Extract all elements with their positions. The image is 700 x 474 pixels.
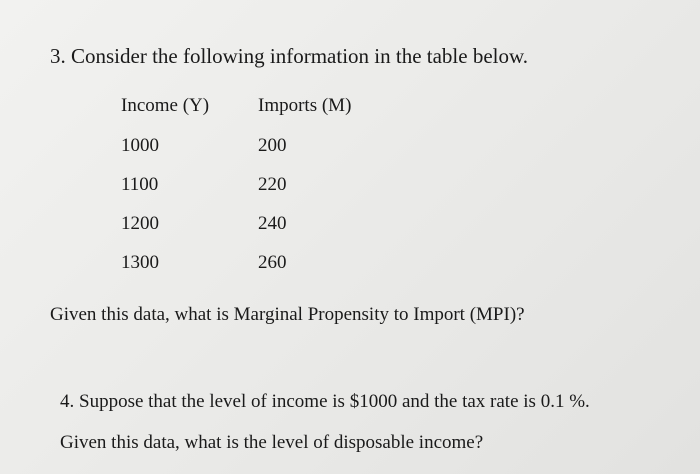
- question-3-heading: 3. Consider the following information in the table below.: [50, 44, 529, 68]
- column-header-income: Income (Y): [121, 95, 210, 116]
- imports-cell: 220: [258, 173, 287, 195]
- table-row: [121, 165, 418, 204]
- imports-cell: 260: [258, 251, 287, 273]
- column-header-imports: Imports (M): [258, 95, 352, 116]
- imports-cell: 240: [258, 212, 287, 234]
- question-3-prompt: Given this data, what is Marginal Propensity to Import (MPI)?: [50, 304, 525, 325]
- income-cell: 1200: [121, 212, 159, 234]
- imports-cell: 200: [258, 134, 287, 156]
- income-cell: 1000: [121, 134, 159, 156]
- table-header-row: [121, 92, 418, 126]
- income-imports-table: [121, 92, 418, 282]
- question-4-prompt: Given this data, what is the level of disposable income?: [60, 432, 484, 453]
- table-row: [121, 243, 418, 282]
- table-row: [121, 204, 418, 243]
- question-4-statement: 4. Suppose that the level of income is $1000 and the tax rate is 0.1 %.: [60, 391, 590, 412]
- income-cell: 1300: [121, 251, 159, 273]
- table-row: [121, 126, 418, 165]
- income-cell: 1100: [121, 173, 159, 195]
